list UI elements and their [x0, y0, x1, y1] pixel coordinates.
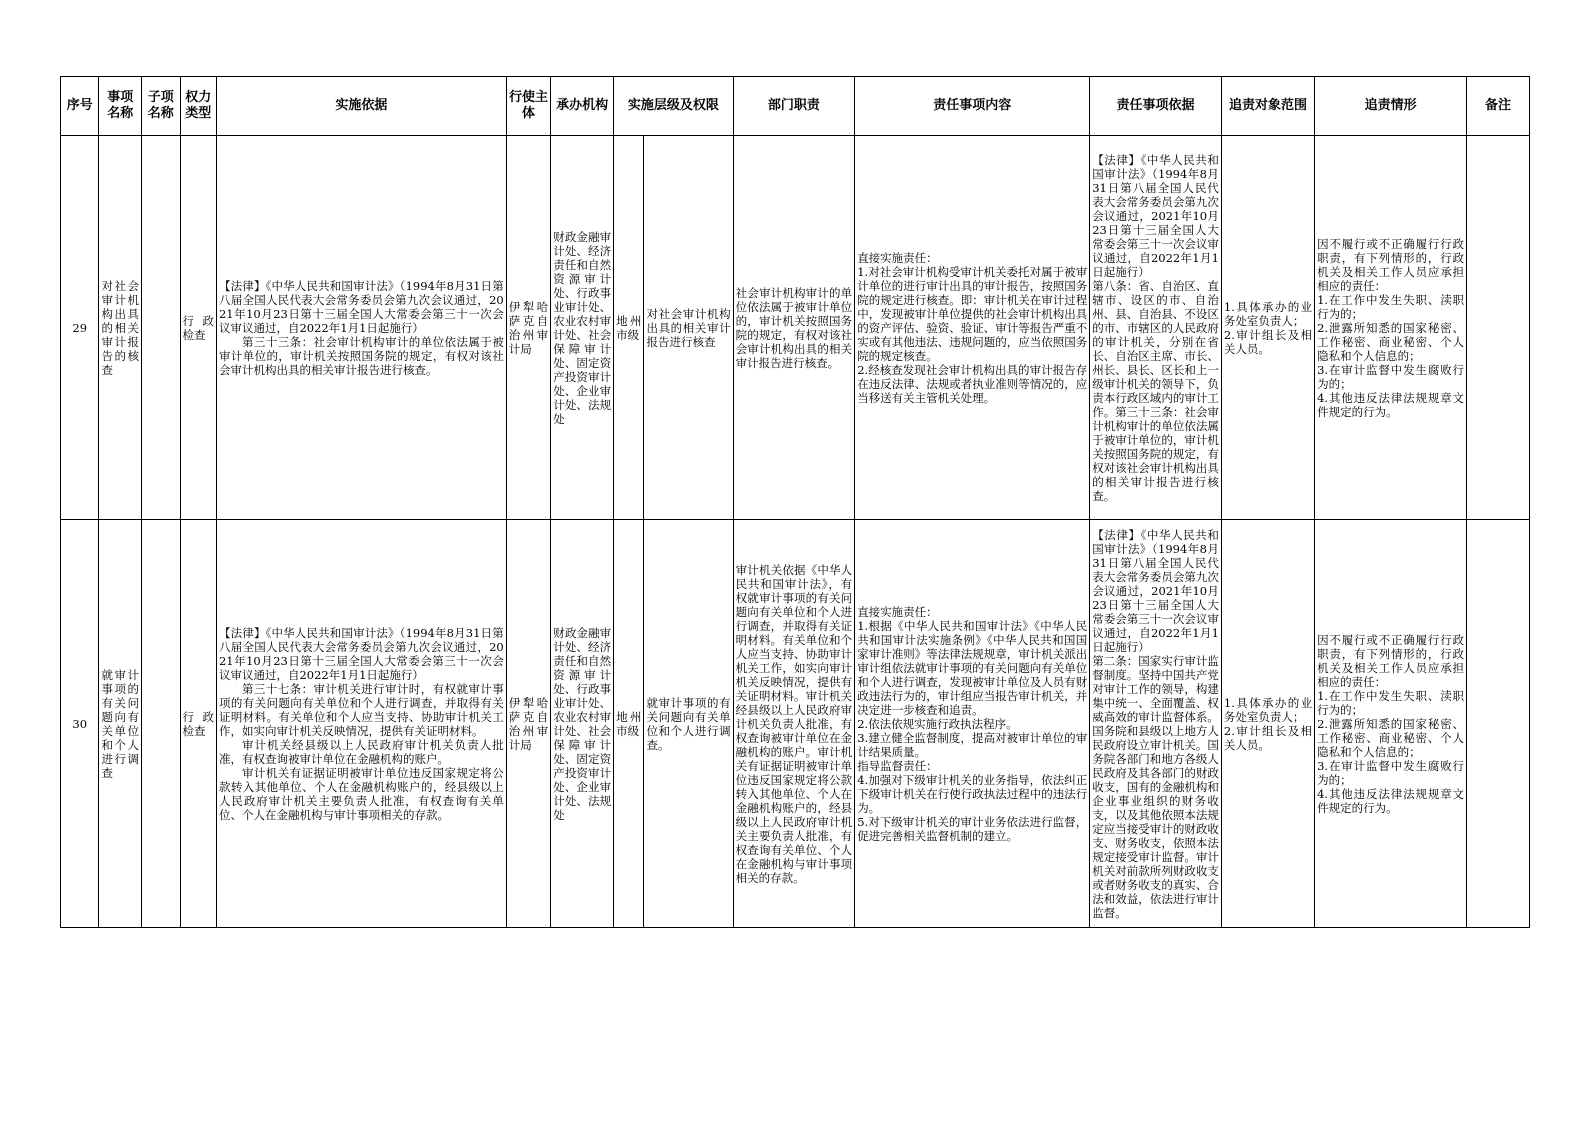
header-item-name: 事项名称: [99, 77, 142, 136]
header-resp-content: 责任事项内容: [855, 77, 1090, 136]
basis-paragraph: 审计机关经县级以上人民政府审计机关负责人批准，有权查询被审计单位在金融机构的账户。: [218, 737, 504, 766]
header-seq: 序号: [61, 77, 99, 136]
header-scope: 追责对象范围: [1221, 77, 1314, 136]
cell-item-name: 对社会审计机构出具的相关审计报告的核查: [99, 136, 142, 520]
cell-power-type: 行政检查: [180, 136, 216, 520]
responsibility-table: [60, 76, 1530, 928]
cell-agency: 财政金融审计处、经济责任和自然资源审计处、行政事业审计处、农业农村审计处、社会保障审计处、固定资产投资审计处、企业审计处、法规处: [551, 136, 614, 520]
cell-subject: 伊犁哈萨克自治州审计局: [506, 520, 551, 928]
cell-level-name: 地州市级: [614, 520, 644, 928]
cell-resp-basis: 【法律】《中华人民共和国审计法》（1994年8月31日第八届全国人民代表大会常务委员会第九次会议通过，2021年10月23日第十三届全国人大常委会第三十一次会议审议通过，自2022年1月1日起施行） 第二条：国家实行审计监督制度。坚持中国共产党对审计工作的领导，构建集中统一、全面覆盖、权威高效的审计监督体系。国务院和县级以上地方人民政府设立审计机关。国务院各部门和地方各级人民政府及其各部门的财政收支，国有的金融机构和企业事业组织的财务收支，以及其他依照本法规定应当接受审计的财政收支、财务收支，依照本法规定接受审计监督。审计机关对前款所列财政收支或者财务收支的真实、合法和效益，依法进行审计监督。: [1090, 520, 1222, 928]
cell-seq: 30: [61, 520, 99, 928]
cell-situation: 因不履行或不正确履行行政职责，有下列情形的，行政机关及相关工作人员应承担相应的责任： 1.在工作中发生失职、渎职行为的； 2.泄露所知悉的国家秘密、工作秘密、商业秘密、个人隐私和个人信息的； 3.在审计监督中发生腐败行为的； 4.其他违反法律法规规章文件规定的行为。: [1315, 136, 1467, 520]
cell-level-name: 地州市级: [614, 136, 644, 520]
header-situation: 追责情形: [1315, 77, 1467, 136]
table-row: [61, 520, 1530, 928]
cell-remark: [1467, 520, 1530, 928]
cell-power-type: 行政检查: [180, 520, 216, 928]
header-sub-name: 子项名称: [142, 77, 180, 136]
cell-item-name: 就审计事项的有关问题向有关单位和个人进行调查: [99, 520, 142, 928]
cell-resp-basis: 【法律】《中华人民共和国审计法》（1994年8月31日第八届全国人民代表大会常务委员会第九次会议通过，2021年10月23日第十三届全国人大常委会第三十一次会议审议通过，自2022年1月1日起施行） 第八条：省、自治区、直辖市、设区的市、自治州、县、自治县、不设区的市、市辖区的人民政府的审计机关，分别在省长、自治区主席、市长、州长、县长、区长和上一级审计机关的领导下，负责本行政区域内的审计工作。第三十三条：社会审计机构审计的单位依法属于被审计单位的，审计机关按照国务院的规定，有权对该社会审计机构出具的相关审计报告进行核查。: [1090, 136, 1222, 520]
cell-basis: [216, 520, 506, 928]
cell-scope: 1.具体承办的业务处室负责人； 2.审计组长及相关人员。: [1221, 136, 1314, 520]
cell-sub-name: [142, 520, 180, 928]
cell-resp-content: 直接实施责任： 1.对社会审计机构受审计机关委托对属于被审计单位的进行审计出具的审计报告，按照国务院的规定进行核查。即：审计机关在审计过程中，发现被审计单位提供的社会审计机构出具的资产评估、验资、验证、审计等报告严重不实或有其他违法、违规问题的，应当依照国务院的规定核查。 2.经核查发现社会审计机构出具的审计报告存在违反法律、法规或者执业准则等情况的，应当移送有关主管机关处理。: [855, 136, 1090, 520]
header-subject: 行使主体: [506, 77, 551, 136]
cell-resp-content: 直接实施责任： 1.根据《中华人民共和国审计法》《中华人民共和国审计法实施条例》《中华人民共和国国家审计准则》等法律法规规章，审计机关派出审计组依法就审计事项的有关问题向有关单位和个人进行调查，发现被审计单位及人员有财政违法行为的，审计组应当报告审计机关，并决定进一步核查和追责。 2.依法依规实施行政执法程序。 3.建立健全监督制度，提高对被审计单位的审计结果质量。 指导监督责任： 4.加强对下级审计机关的业务指导，依法纠正下级审计机关在行使行政执法过程中的违法行为。 5.对下级审计机关的审计业务依法进行监督，促进完善相关监督机制的建立。: [855, 520, 1090, 928]
cell-seq: 29: [61, 136, 99, 520]
cell-level-power: 就审计事项的有关问题向有关单位和个人进行调查。: [644, 520, 733, 928]
table-header-row: [61, 77, 1530, 136]
table-row: [61, 136, 1530, 520]
cell-duty: 审计机关依据《中华人民共和国审计法》，有权就审计事项的有关问题向有关单位和个人进行调查，并取得有关证明材料。有关单位和个人应当支持、协助审计机关工作，如实向审计机关反映情况，提供有关证明材料。审计机关经县级以上人民政府审计机关负责人批准，有权查询被审计单位在金融机构的账户。审计机关有证据证明被审计单位违反国家规定将公款转入其他单位、个人在金融机构账户的，经县级以上人民政府审计机关主要负责人批准，有权查询有关单位、个人在金融机构与审计事项相关的存款。: [733, 520, 855, 928]
cell-duty: 社会审计机构审计的单位依法属于被审计单位的，审计机关按照国务院的规定，有权对该社会审计机构出具的相关审计报告进行核查。: [733, 136, 855, 520]
header-agency: 承办机构: [551, 77, 614, 136]
cell-scope: 1.具体承办的业务处室负责人； 2.审计组长及相关人员。: [1221, 520, 1314, 928]
header-power-type: 权力类型: [180, 77, 216, 136]
basis-paragraph: 审计机关有证据证明被审计单位违反国家规定将公款转入其他单位、个人在金融机构账户的，经县级以上人民政府审计机关主要负责人批准，有权查询有关单位、个人在金融机构与审计事项相关的存款。: [218, 765, 504, 822]
basis-paragraph: 第三十三条：社会审计机构审计的单位依法属于被审计单位的，审计机关按照国务院的规定，有权对该社会审计机构出具的相关审计报告进行核查。: [218, 334, 504, 377]
header-resp-basis: 责任事项依据: [1090, 77, 1222, 136]
basis-paragraph: 【法律】《中华人民共和国审计法》（1994年8月31日第八届全国人民代表大会常务委员会第九次会议通过，2021年10月23日第十三届全国人大常委会第三十一次会议审议通过，自2022年1月1日起施行）: [218, 278, 504, 335]
cell-agency: 财政金融审计处、经济责任和自然资源审计处、行政事业审计处、农业农村审计处、社会保障审计处、固定资产投资审计处、企业审计处、法规处: [551, 520, 614, 928]
header-duty: 部门职责: [733, 77, 855, 136]
cell-basis: [216, 136, 506, 520]
cell-level-power: 对社会审计机构出具的相关审计报告进行核查: [644, 136, 733, 520]
cell-remark: [1467, 136, 1530, 520]
header-remark: 备注: [1467, 77, 1530, 136]
basis-paragraph: 【法律】《中华人民共和国审计法》（1994年8月31日第八届全国人民代表大会常务委员会第九次会议通过，2021年10月23日第十三届全国人大常委会第三十一次会议审议通过，自2022年1月1日起施行）: [218, 625, 504, 682]
basis-paragraph: 第三十七条：审计机关进行审计时，有权就审计事项的有关问题向有关单位和个人进行调查，并取得有关证明材料。有关单位和个人应当支持、协助审计机关工作，如实向审计机关反映情况，提供有关证明材料。: [218, 681, 504, 738]
cell-situation: 因不履行或不正确履行行政职责，有下列情形的，行政机关及相关工作人员应承担相应的责任： 1.在工作中发生失职、渎职行为的； 2.泄露所知悉的国家秘密、工作秘密、商业秘密、个人隐私和个人信息的； 3.在审计监督中发生腐败行为的； 4.其他违反法律法规规章文件规定的行为。: [1315, 520, 1467, 928]
header-basis: 实施依据: [216, 77, 506, 136]
header-level: 实施层级及权限: [614, 77, 734, 136]
cell-subject: 伊犁哈萨克自治州审计局: [506, 136, 551, 520]
cell-sub-name: [142, 136, 180, 520]
